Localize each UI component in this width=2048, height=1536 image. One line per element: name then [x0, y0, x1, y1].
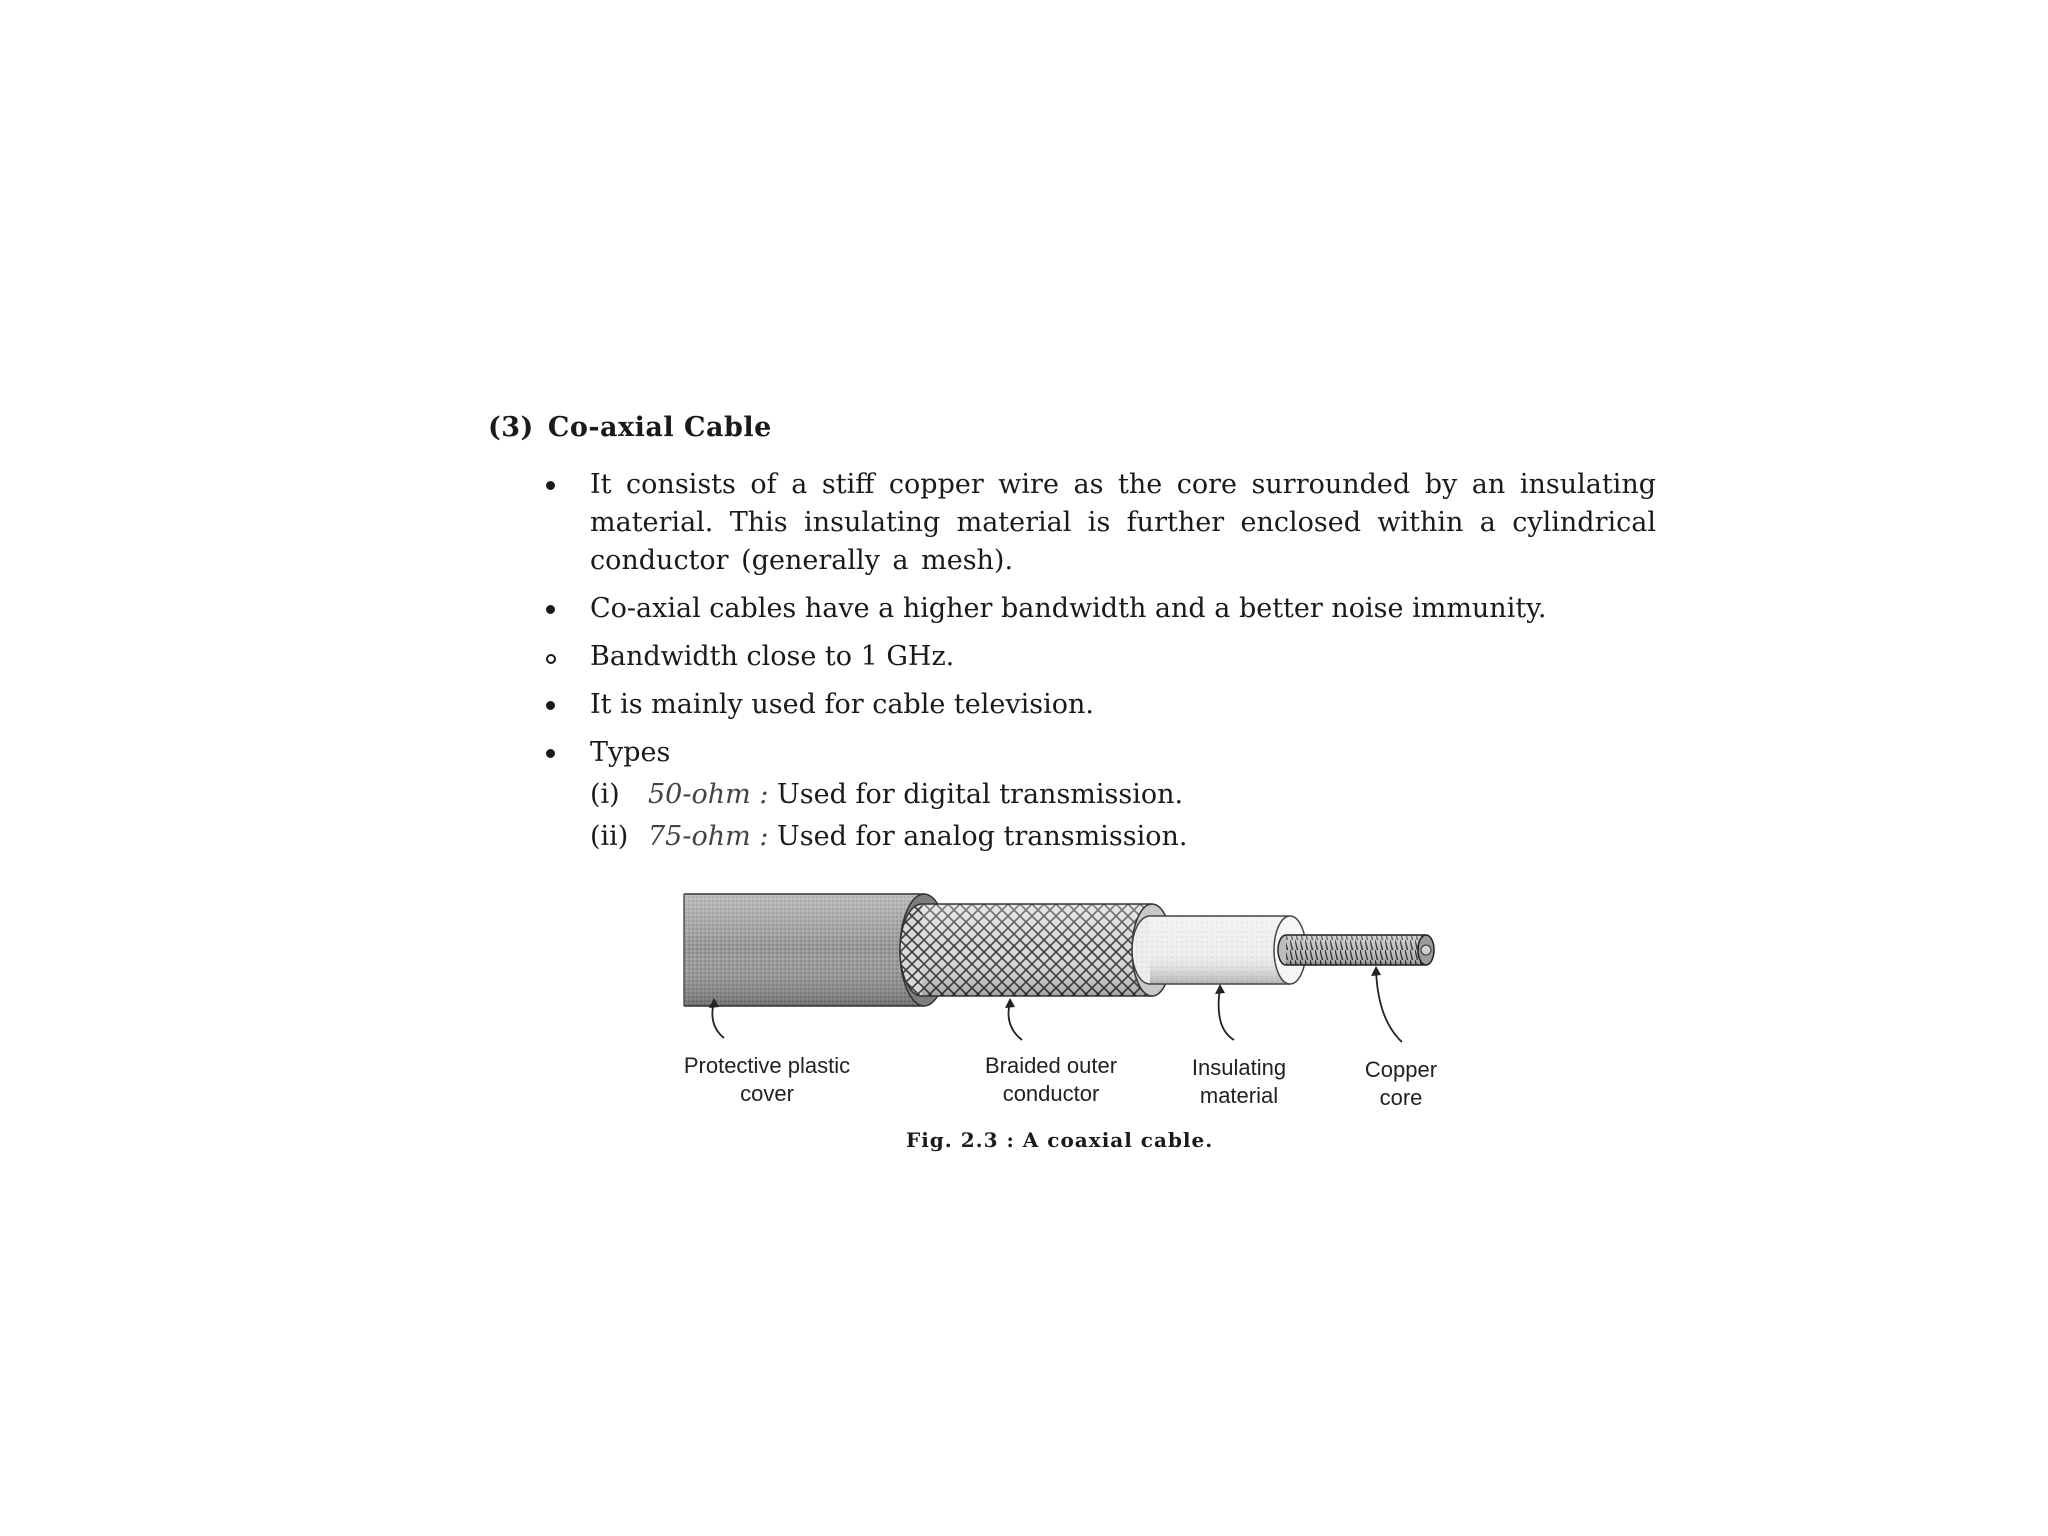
list-item — [540, 638, 1656, 676]
type-name: 50-ohm — [648, 779, 751, 810]
type-item — [590, 818, 1656, 856]
label-protective-cover — [662, 1052, 872, 1108]
label-line: conductor — [1002, 1081, 1100, 1106]
bullet-text: Bandwidth close to 1 GHz. — [590, 641, 955, 672]
label-braided-conductor — [966, 1052, 1136, 1108]
bullet-icon — [546, 749, 555, 758]
bullet-text: It is mainly used for cable television. — [590, 689, 1094, 720]
label-line: core — [1379, 1085, 1423, 1110]
insul-arrow — [1219, 988, 1234, 1040]
core-arrow — [1376, 970, 1402, 1042]
bullet-text: Types — [590, 737, 671, 768]
bullet-icon — [546, 605, 555, 614]
braided-conductor-shape — [900, 904, 1172, 996]
label-line: Copper — [1364, 1057, 1438, 1082]
label-copper-core — [1346, 1056, 1456, 1112]
type-name: 75-ohm — [648, 821, 751, 852]
label-insulating-material — [1174, 1054, 1304, 1110]
bullet-icon — [546, 701, 555, 710]
type-separator: : — [750, 821, 777, 852]
list-item — [540, 734, 1656, 856]
type-number: (i) — [590, 779, 620, 810]
list-item — [540, 590, 1656, 628]
list-item — [540, 686, 1656, 724]
bullet-icon — [546, 654, 556, 664]
label-line: material — [1199, 1083, 1279, 1108]
section-title: Co-axial Cable — [547, 412, 772, 443]
braid-arrow — [1009, 1002, 1023, 1040]
label-line: Braided outer — [984, 1053, 1118, 1078]
type-separator: : — [750, 779, 777, 810]
type-description: Used for digital transmission. — [777, 779, 1184, 810]
section-number: (3) — [488, 412, 534, 443]
label-line: Protective plastic — [683, 1053, 851, 1078]
type-item — [590, 776, 1656, 814]
bullet-text: Co-axial cables have a higher bandwidth and a better noise immunity. — [590, 593, 1547, 624]
coaxial-cable-figure — [660, 880, 1500, 1140]
type-description: Used for analog transmission. — [777, 821, 1188, 852]
types-list — [590, 776, 1656, 856]
list-item — [540, 466, 1656, 580]
type-number: (ii) — [590, 821, 629, 852]
label-line: cover — [740, 1081, 794, 1106]
label-line: Insulating — [1191, 1055, 1287, 1080]
copper-core-shape — [1278, 935, 1434, 965]
bullet-list — [540, 466, 1656, 866]
figure-caption: Fig. 2.3 : A coaxial cable. — [906, 1128, 1214, 1152]
section-heading — [488, 412, 772, 443]
bullet-text: It consists of a stiff copper wire as the core surrounded by an insulating material. This insulating material is further enclosed within a cylindrical conductor (generally a mesh). — [590, 469, 1656, 576]
bullet-icon — [546, 481, 555, 490]
